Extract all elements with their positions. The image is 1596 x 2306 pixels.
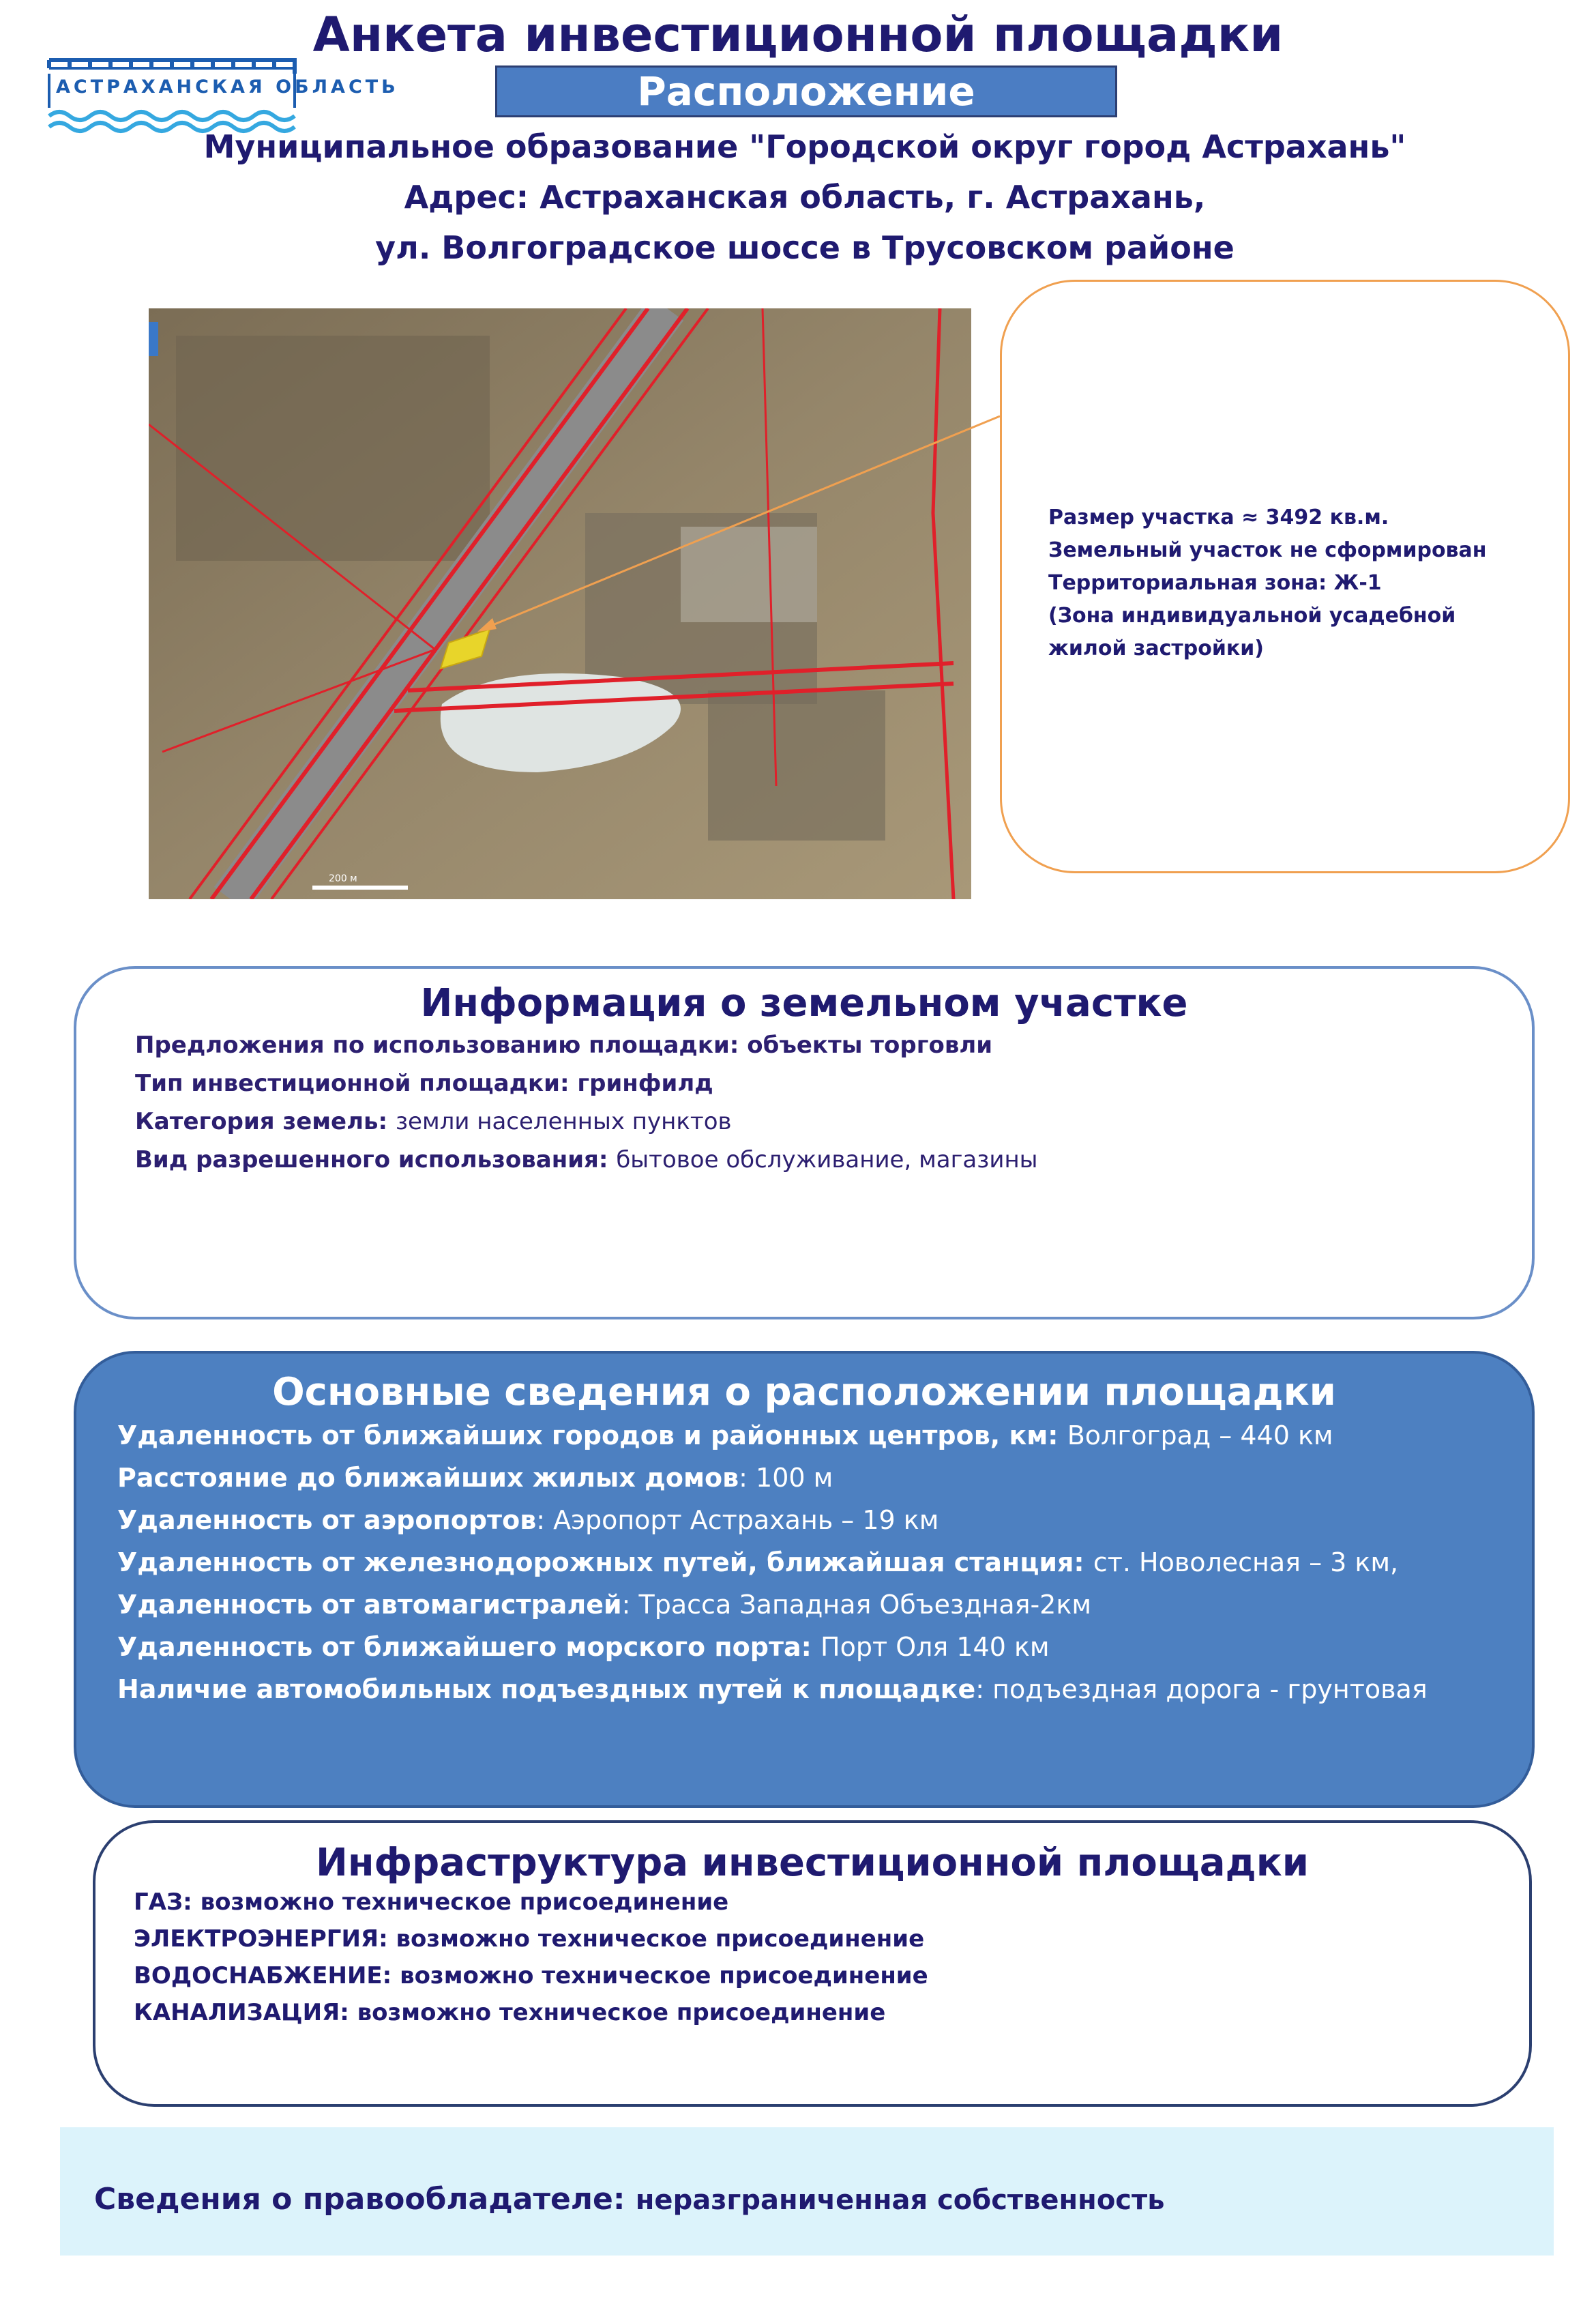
owner-info-band: [60, 2127, 1554, 2256]
location-info-row: [117, 1505, 939, 1535]
row-value: бытовое обслуживание, магазины: [616, 1146, 1038, 1173]
row-value: возможно техническое присоединение: [396, 1925, 925, 1953]
row-label: ВОДОСНАБЖЕНИЕ:: [134, 1962, 400, 1989]
callout-line: Земельный участок не сформирован: [1048, 538, 1487, 562]
map-scale-label: 200 м: [329, 873, 357, 884]
owner-row: [94, 2182, 1164, 2217]
row-value: : подъездная дорога - грунтовая: [975, 1674, 1428, 1704]
row-label: Удаленность от железнодорожных путей, ближайшая станция:: [117, 1547, 1093, 1577]
row-label: Категория земель:: [135, 1108, 396, 1135]
callout-line: (Зона индивидуальной усадебной: [1048, 604, 1456, 628]
row-label: Наличие автомобильных подъездных путей к площадке: [117, 1674, 976, 1704]
municipality-line: Муниципальное образование "Городской округ город Астрахань": [203, 128, 1406, 165]
row-label: Предложения по использованию площадки:: [135, 1032, 748, 1059]
address-line-2: ул. Волгоградское шоссе в Трусовском районе: [375, 229, 1235, 266]
location-info-box: [74, 1351, 1535, 1808]
row-value: возможно техническое присоединение: [400, 1962, 928, 1989]
infrastructure-row: [134, 1925, 924, 1953]
location-info-title: Основные сведения о расположении площадки: [272, 1370, 1336, 1414]
row-value: объекты торговли: [747, 1032, 993, 1059]
logo-text: АСТРАХАНСКАЯ ОБЛАСТЬ: [56, 76, 399, 98]
row-value: возможно техническое присоединение: [200, 1888, 729, 1916]
row-value: : Аэропорт Астрахань – 19 км: [536, 1505, 939, 1535]
owner-label: Сведения о правообладателе:: [94, 2182, 636, 2217]
row-value: Волгоград – 440 км: [1067, 1420, 1333, 1450]
row-label: Удаленность от ближайших городов и районных центров, км:: [117, 1420, 1067, 1450]
land-info-row: [135, 1032, 992, 1059]
row-value: ст. Новолесная – 3 км,: [1093, 1547, 1399, 1577]
row-label: Удаленность от автомагистралей: [117, 1590, 622, 1620]
row-label: ГАЗ:: [134, 1888, 201, 1916]
row-label: КАНАЛИЗАЦИЯ:: [134, 1999, 357, 2026]
location-info-row: [117, 1547, 1398, 1577]
callout-line: Размер участка ≈ 3492 кв.м.: [1048, 506, 1389, 529]
row-label: Вид разрешенного использования:: [135, 1146, 617, 1173]
infrastructure-box: [93, 1820, 1532, 2107]
land-info-box: [74, 966, 1535, 1319]
land-info-title: Информация о земельном участке: [420, 981, 1188, 1025]
row-label: Удаленность от ближайшего морского порта:: [117, 1632, 821, 1662]
row-label: Расстояние до ближайших жилых домов: [117, 1463, 739, 1493]
infrastructure-row: [134, 1962, 928, 1989]
owner-value: неразграниченная собственность: [635, 2185, 1165, 2216]
land-info-row: [135, 1070, 713, 1097]
row-label: ЭЛЕКТРОЭНЕРГИЯ:: [134, 1925, 396, 1953]
section-banner: Расположение: [495, 65, 1117, 117]
location-info-row: [117, 1420, 1333, 1450]
callout-text: [1048, 501, 1553, 665]
row-value: : 100 м: [739, 1463, 833, 1493]
location-info-row: [117, 1674, 1428, 1704]
row-label: Тип инвестиционной площадки:: [135, 1070, 578, 1097]
location-info-row: [117, 1463, 833, 1493]
row-label: Удаленность от аэропортов: [117, 1505, 537, 1535]
row-value: возможно техническое присоединение: [357, 1999, 886, 2026]
callout-line: жилой застройки): [1048, 637, 1264, 660]
parcel-callout: [1000, 280, 1570, 873]
infrastructure-title: Инфраструктура инвестиционной площадки: [316, 1841, 1309, 1885]
land-info-row: [135, 1146, 1038, 1173]
page-title: Анкета инвестиционной площадки: [312, 7, 1284, 63]
infrastructure-row: [134, 1888, 728, 1916]
row-value: гринфилд: [577, 1070, 713, 1097]
row-value: земли населенных пунктов: [395, 1108, 732, 1135]
row-value: : Трасса Западная Объездная-2км: [621, 1590, 1091, 1620]
location-info-row: [117, 1590, 1091, 1620]
callout-line: Территориальная зона: Ж-1: [1048, 571, 1382, 595]
address-line-1: Адрес: Астраханская область, г. Астрахань,: [404, 179, 1206, 216]
infrastructure-row: [134, 1999, 885, 2026]
land-info-row: [135, 1108, 732, 1135]
row-value: Порт Оля 140 км: [821, 1632, 1050, 1662]
location-info-row: [117, 1632, 1050, 1662]
